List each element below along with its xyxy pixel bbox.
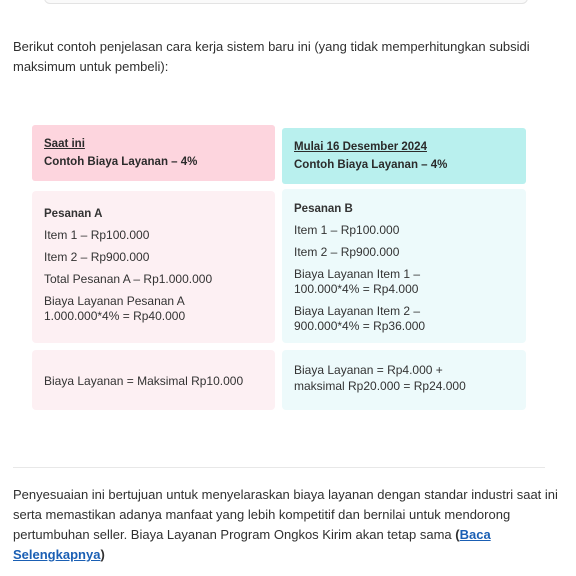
new-fee-subtitle: Contoh Biaya Layanan – 4% — [294, 159, 448, 171]
intro-paragraph: Berikut contoh penjelasan cara kerja sistem baru ini (yang tidak memperhitungkan subsidi maksimum untuk pembeli): — [13, 39, 530, 74]
outro-paragraph — [13, 485, 558, 565]
new-fee-title: Mulai 16 Desember 2024 — [294, 141, 427, 153]
current-fee-title: Saat ini — [44, 138, 85, 150]
new-fee-summary-box — [282, 350, 526, 410]
new-fee-summary-line-2: maksimal Rp20.000 = Rp24.000 — [294, 379, 466, 393]
current-fee-header — [32, 125, 275, 181]
current-fee-summary: Biaya Layanan = Maksimal Rp10.000 — [44, 374, 244, 388]
order-a-fee-label: Biaya Layanan Pesanan A — [44, 294, 185, 308]
order-b-item-2-fee-calc: 900.000*4% = Rp36.000 — [294, 319, 426, 333]
order-a-item-2: Item 2 – Rp900.000 — [44, 250, 150, 264]
section-divider — [13, 467, 545, 468]
current-fee-summary-box — [32, 350, 275, 410]
order-b-item-1: Item 1 – Rp100.000 — [294, 223, 400, 237]
order-b-box — [282, 189, 526, 343]
read-more-link[interactable]: Baca Selengkapnya — [13, 527, 491, 562]
order-b-title: Pesanan B — [294, 203, 353, 215]
order-b-item-2-fee-label: Biaya Layanan Item 2 – — [294, 304, 421, 318]
previous-card-edge — [44, 0, 528, 4]
order-a-title: Pesanan A — [44, 208, 103, 220]
order-a-fee-calc: 1.000.000*4% = Rp40.000 — [44, 309, 186, 323]
open-paren: ( — [455, 527, 460, 542]
current-fee-subtitle: Contoh Biaya Layanan – 4% — [44, 156, 198, 168]
order-b-item-1-fee-label: Biaya Layanan Item 1 – — [294, 267, 421, 281]
order-a-box — [32, 191, 275, 343]
new-fee-summary-line-1: Biaya Layanan = Rp4.000 + — [294, 363, 443, 377]
order-b-item-1-fee-calc: 100.000*4% = Rp4.000 — [294, 282, 419, 296]
order-a-item-1: Item 1 – Rp100.000 — [44, 228, 150, 242]
order-b-item-2: Item 2 – Rp900.000 — [294, 245, 400, 259]
new-fee-header — [282, 128, 526, 184]
close-paren: ) — [100, 547, 105, 562]
outro-text: Penyesuaian ini bertujuan untuk menyelaraskan biaya layanan dengan standar industri saat ini serta memastikan adanya manfaat yang lebih kompetitif dan bernilai untuk mendorong pertumbuhan seller. Biaya Layanan Program Ongkos Kirim akan tetap sama — [13, 487, 558, 542]
order-a-total: Total Pesanan A – Rp1.000.000 — [44, 272, 213, 286]
